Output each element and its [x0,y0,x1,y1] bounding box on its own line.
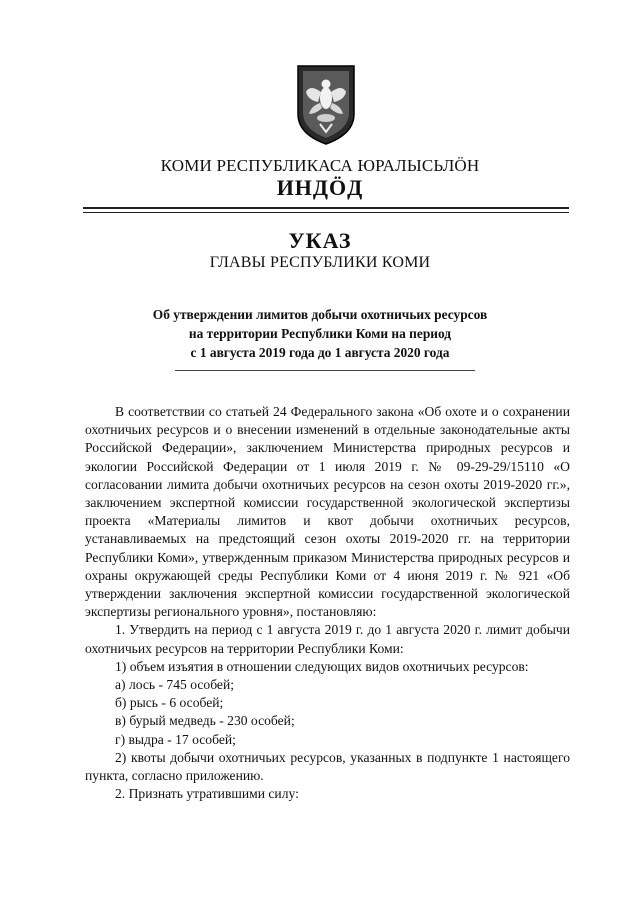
header-divider-thick [83,207,569,209]
species-lynx: б) рысь - 6 особей; [115,695,224,711]
species-otter: г) выдра - 17 особей; [115,731,236,747]
species-brown-bear: в) бурый медведь - 230 особей; [115,713,295,729]
document-type-komi: ИНДӦД [276,175,364,200]
subject-line-2: на территории Республики Коми на период [188,326,452,341]
subject-underline [175,370,475,371]
species-moose: а) лось - 745 особей; [115,677,235,693]
subject-line-1: Об утверждении лимитов добычи охотничьих ресурсов [152,307,488,322]
clause-1: 1. Утвердить на период с 1 августа 2019 г. до 1 августа 2020 г. лимит добычи охотничьих ресурсов на территории Республики Коми: [85,622,570,656]
document-type: УКАЗ [288,228,352,253]
coat-of-arms-emblem [294,62,358,146]
subject-line-3: с 1 августа 2019 года до 1 августа 2020 года [190,345,450,360]
clause-2: 2. Признать утратившими силу: [115,786,299,802]
issuer-name: ГЛАВЫ РЕСПУБЛИКИ КОМИ [209,254,431,271]
clause-1-subitem-2: 2) квоты добычи охотничьих ресурсов, указанных в подпункте 1 настоящего пункта, согласно приложению. [85,749,570,784]
document-subject [0,305,640,362]
clause-1-subitem-1: 1) объем изъятия в отношении следующих видов охотничьих ресурсов: [115,658,529,674]
header-divider-thin [83,212,569,213]
preamble-paragraph: В соответствии со статьей 24 Федерального закона «Об охоте и о сохранении охотничьих ресурсов и о внесении изменений в отдельные законодательные акты Российской Федерации», заключением Министерства природных ресурсов и экологии Российской Федерации от 1 июля 2019 г. № 09-29-29/15110 «О согласовании лимита добычи охотничьих ресурсов на сезон охоты 2019-2020 гг.», заключением экспертной комиссии государственной экологической экспертизы проекта «Материалы лимитов и квот добычи охотничьих ресурсов, устанавливаемых на предстоящий сезон охоты 2019-2020 гг. на территории Республики Коми», утвержденным приказом Министерства природных ресурсов и охраны окружающей среды Республики Коми от 4 июня 2019 г. № 921 «Об утверждении заключения экспертной комиссии государственной экологической экспертизы регионального уровня», постановляю: [85,404,570,620]
organization-name-komi: КОМИ РЕСПУБЛИКАСА ЮРАЛЫСЬЛӦН [160,156,480,175]
document-body [85,403,570,803]
